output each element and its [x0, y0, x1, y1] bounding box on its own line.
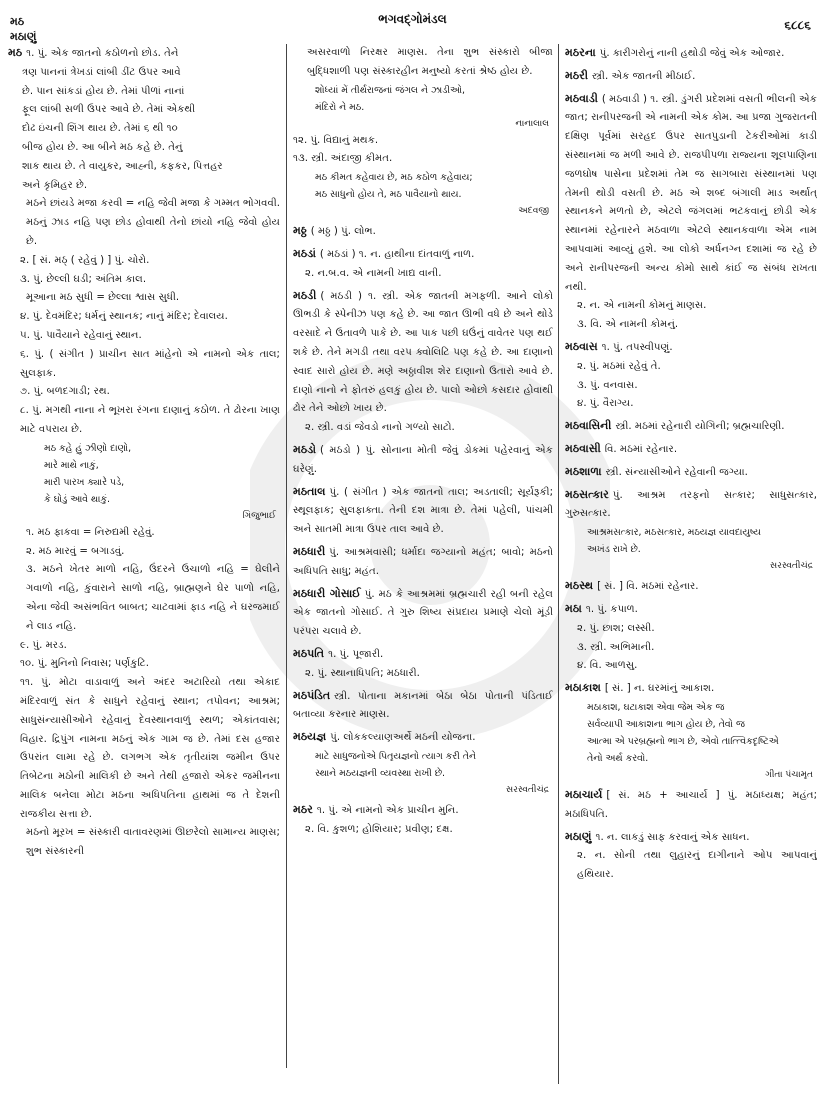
guide-word-last: મઠાણું — [10, 30, 37, 43]
definition: ૧. પું. કપાળ. — [585, 603, 638, 615]
dictionary-entry — [565, 577, 817, 597]
definition: [ સં. મઠ + આચાર્ય ] પું. મઠાધ્યક્ષ; મહંત; મઠાધિપતિ. — [565, 789, 817, 820]
column-1 — [8, 44, 280, 1104]
sense: ૨. પું. છાશ; લસ્સી. — [577, 622, 655, 634]
sense: ૧૩. સ્ત્રી. અંદાજી કીમત. — [293, 153, 393, 165]
idiom: મઠનો મૂરખ = સંસ્કારી વાતાવરણમાં ઊછરેલો સામાન્ય માણસ; શુભ સંસ્કારની — [26, 827, 280, 858]
dictionary-entry — [8, 44, 280, 862]
headword: મઠરના — [565, 46, 596, 59]
headword: મઠર — [293, 802, 313, 816]
dictionary-entry — [293, 687, 553, 726]
quote-line: મઠાકાશ, ઘટાકાશ એવા જેમ એક જ — [587, 701, 725, 713]
definition: સ્ત્રી. એક જાતની મીઠાઈ. — [592, 70, 696, 82]
quote-line: આત્મા એ પરબ્રહ્મનો ભાગ છે, એવો તાત્ત્વિકદૃષ્ટિએ — [587, 735, 779, 747]
sense: ૨. ન. એ નામની કોમનું માણસ. — [577, 300, 707, 312]
sense: ૪. પું. વૈરાગ્ય. — [577, 398, 634, 410]
column-3 — [565, 44, 817, 1104]
dictionary-entry — [293, 801, 553, 840]
dictionary-entry — [565, 67, 817, 87]
definition-line: છે. પાન સાંકડાં હોય છે. તેમાં પીળાં નાનાં — [22, 85, 185, 97]
headword: મઠડાં — [293, 246, 316, 260]
column-2 — [293, 44, 553, 1104]
quote-citation: ગીતા પંચામૃત — [765, 769, 813, 780]
dictionary-columns — [0, 44, 825, 1104]
definition-line: બીજ હોય છે. આ બીને મઠ કહે છે. તેનું — [22, 141, 183, 153]
definition: સ્ત્રી. પોતાના મકાનમાં બેઠા બેઠા પોતાની પંડિતાઈ બતાવ્યા કરનાર માણસ. — [293, 690, 553, 721]
quote-line: સ્થાને મઠયજ્ઞની વ્યવસ્થા રાખી છે. — [315, 767, 446, 779]
headword: મઠયજ્ઞ — [293, 730, 327, 744]
sense: ૯. પું. મરડ. — [20, 639, 67, 651]
definition: [ સં. ] વિ. મઠમાં રહેનાર. — [597, 581, 699, 593]
page-header — [0, 0, 825, 44]
dictionary-entry — [293, 543, 553, 582]
definition: સ્ત્રી. સંન્યાસીઓને રહેવાની જગ્યા. — [605, 466, 748, 478]
quote-line: મારી પારખ ક્યારે પડે, — [44, 476, 125, 488]
quote-line: મારે માથે નાકું, — [44, 459, 99, 471]
dictionary-entry — [565, 44, 817, 64]
dictionary-entry — [293, 728, 553, 798]
quote-line: સર્વવ્યાપી આકાશના ભાગ હોય છે, તેવો જ — [587, 718, 745, 730]
definition: ૧. પું. તપસ્વીપણું. — [601, 341, 673, 353]
definition-line: અને કૃમિહર છે. — [22, 179, 88, 191]
dictionary-entry — [565, 463, 817, 483]
dictionary-entry — [293, 645, 553, 684]
dictionary-entry — [293, 441, 553, 480]
headword: મઠસ્થ — [565, 579, 594, 593]
dictionary-entry — [565, 786, 817, 825]
quote-line: મંદિરો ને મઠ. — [315, 101, 365, 113]
sense: ૭. પું. બળદગાડી; રથ. — [20, 386, 110, 398]
quote-line: મઠ સાધુનો હોય તે, મઠ પાવૈયાનો થાય. — [315, 189, 462, 201]
definition-line: ફૂલ લાંબી સળી ઉપર આવે છે. તેમાં એકથી — [22, 104, 196, 116]
definition: ( મઠ્ઠ ) પું. લોભ. — [310, 226, 376, 238]
sense: ૧૧. પું. મોટા વાડાવાળું અને અંદર અટારિયો તથા એકાદ મંદિરવાળું સંત કે સાધુને રહેવાનું સ્થાન; તપોવન; આશ્રમ; સાધુસંન્યાસીઓને રહેવાનું દેવસ્થાનવાળું સ્થળ; એકાંતવાસ; વિહાર. દ્રિપુંગ નામના મઠનું એક ગામ જ છે. તેમાં દસ હજાર ઉપરાંત લામા રહે છે. લગભગ એક તૃતીયાંશ જમીન ઉપર તિબેટના મઠોની માલિકી છે અને તેથી હજારો એકર જમીનના માલિક બનેલા મોટા મઠના અધિપતિના હાથમાં જ તે દેશની રાજકીય સત્તા છે. — [20, 677, 280, 820]
sense: ૩. સ્ત્રી. અભિમાની. — [577, 641, 655, 653]
definition: પું. આશ્રમ તરફનો સત્કાર; સાધુસત્કાર, ગુરુસત્કાર. — [565, 489, 817, 520]
idiom: ૧. મઠ ફાકવા = નિરુદ્યમી રહેવું. — [26, 526, 155, 538]
dictionary-entry — [565, 440, 817, 460]
definition-line: ત્રણ પાનનાં ત્રેખડાં લાંબી ડીંટ ઉપર આવે — [22, 66, 181, 78]
quote-line: માટે સાધુજનોએ પિતૃયજ્ઞનો ત્યાગ કરી તેને — [315, 750, 476, 762]
headword: મઠસત્કાર — [565, 487, 609, 501]
dictionary-entry — [293, 245, 553, 284]
sense: ૨. [ સં. મઠ્ ( રહેવું ) ] પું. ચોરો. — [20, 254, 150, 266]
definition-line: શાક થાય છે. તે વાયુકર, આહ્ની, કફકર, પિત્તહર — [22, 160, 223, 172]
definition: પું. કારીગરોનું નાની હથોડી જેવું એક ઓજાર. — [599, 48, 785, 59]
headword: મઠ્ઠ — [293, 224, 307, 238]
quote-line: અખંડ રાખે છે. — [587, 544, 641, 556]
quote-citation: અદવજી — [518, 206, 549, 217]
sense: ૩. પું. વનવાસ. — [577, 379, 638, 391]
sense: ૬. પું. ( સંગીત ) પ્રાચીન સાત માંહેનો એ નામનો એક તાલ; સુલફાક. — [20, 348, 280, 379]
sense: ૨. પું. સ્થાનાધિપતિ; મઠધારી. — [305, 667, 420, 679]
headword: મઠધારી ગોસાઈ — [293, 586, 361, 600]
quote-line: મઠ કહે હું ઝીણો દાણો, — [44, 442, 132, 454]
dictionary-entry — [565, 417, 817, 437]
headword: મઠવાસ — [565, 339, 598, 353]
sense: ૩. વિ. એ નામની કોમનું. — [577, 319, 679, 331]
headword: મઠાચાર્ય — [565, 787, 603, 801]
idiom: ૨. મઠ મારવું = બગાડવું. — [26, 545, 125, 557]
running-title: ભગવદ્ગોમંડલ — [378, 12, 447, 26]
dictionary-entry — [565, 828, 817, 885]
headword: મઠા — [565, 601, 582, 615]
dictionary-entry — [565, 486, 817, 575]
definition-line: દોઢ ઇંચની શિંગ થાય છે. તેમાં ૬ થી ૧૦ — [22, 123, 178, 135]
definition: સ્ત્રી. મઠમાં રહેનારી યોગિની; બ્રહ્મચારિણી. — [615, 421, 785, 433]
quote-citation: સરસ્વતીચંદ્ર — [505, 784, 549, 795]
dictionary-entry — [293, 287, 553, 438]
quote-line: શોધ્યાં મેં તીર્થરાજનાં જંગલ ને ઝાડીઓ, — [315, 84, 465, 96]
sense: ૪. પું. દેવમંદિર; ધર્મનું સ્થાનક; નાનું મંદિર; દેવાલય. — [20, 311, 228, 323]
dictionary-entry — [565, 679, 817, 783]
dictionary-entry — [565, 90, 817, 335]
quote-line: આશ્રમસત્કાર, મઠસત્કાર, મઠયજ્ઞ યાવદાયુષ્ય — [587, 527, 761, 539]
sense: ૫. પું. પાવૈયાને રહેવાનું સ્થાન. — [20, 329, 142, 341]
definition: ( મઠડાં ) ૧. ન. હાથીના દાંતવાળું નાળ. — [319, 248, 475, 260]
sense: ૨. ન.બ.વ. એ નામની ખાદ્ય વાની. — [305, 267, 442, 279]
definition: પું. મઠ કે આશ્રમમાં બ્રહ્મચારી રહી બની રહેલ એક જાતનો ગોસાઈ. તે ગુરુ શિષ્ય સંપ્રદાય પ્રમાણે ચેલો મૂંડી પરંપરા ચલાવે છે. — [293, 588, 553, 638]
quote-citation: નાનાલાલ — [515, 118, 549, 129]
guide-word-first: મઠ — [10, 15, 25, 28]
idiom: મૂઆના મઠ સુધી = છેલ્લા શ્વાસ સુધી. — [26, 292, 180, 304]
headword: મઠાકાશ — [565, 681, 601, 695]
definition: ( મઠડી ) ૧. સ્ત્રી. એક જાતની મગફળી. આને લોકો ઊભડી કે સ્પેનીઝ પણ કહે છે. આ જાત ઊભી વધે છે અને થોડે વરસાદે ને ઉતાવળે પાકે છે. આ પાક પછી ઘઉંનું વાવેતર પણ થઈ શકે છે. તેને મગડી તથા વરપ ક્વોલિટિ પણ કહે છે. આ દાણાનો સ્વાદ સારો હોય છે. મણે અઠ્ઠાવીશ શેર દાણાનો ઉતારો આવે છે. દાણો નાનો ને ફોતરું હલકું હોય છે. પાલો ઓછો કસદાર હોવાથી ઢોર તેને ઓછો ખાય છે. — [293, 290, 553, 415]
quote-line: મઠ કીમત કહેવાય છે, મઠ કઠોળ કહેવાય; — [315, 172, 473, 184]
headword: મઠવાસી — [565, 441, 601, 455]
dictionary-entry — [293, 585, 553, 642]
quote-line: કે ઘોડું આવે થાકું. — [44, 493, 111, 505]
headword: મઠવાસિની — [565, 419, 612, 433]
sense: ૨. સ્ત્રી. વડાં જેવડો નાનો ગળ્યો સાટો. — [305, 422, 455, 434]
headword: મઠપતિ — [293, 646, 325, 660]
headword: મઠડો — [293, 442, 316, 456]
definition: પું. લોકકલ્યાણઅર્થે મઠની યોજના. — [330, 732, 476, 744]
sense: ૮. પું. મગથી નાના ને ભૂખરા રંગના દાણાનું કઠોળ. તે ઢોરના ખાણ માટે વપરાય છે. — [20, 405, 280, 435]
sense: ૩. પું. છેલ્લી ઘડી; અંતિમ કાલ. — [20, 273, 147, 285]
definition: ૧. ન. લાકડું સાફ કરવાનું એક સાધન. — [595, 831, 750, 843]
definition: [ સં. ] ન. ઘરમાંનું આકાશ. — [604, 683, 715, 695]
dictionary-entry — [293, 222, 553, 242]
continuation-text — [293, 44, 553, 219]
sense: ૨. વિ. કુશળ; હોશિયાર; પ્રવીણ; દક્ષ. — [305, 823, 453, 835]
definition: પું. આશ્રમવાસી; ધર્માદા જગ્યાનો મહંત; બાવો; મઠનો અધિપતિ સાધુ; મહંત. — [293, 546, 553, 577]
headword: મઠપંડિત — [293, 688, 331, 702]
definition-line: અસરવાળો નિરક્ષર માણસ. તેના શુભ સંસ્કારો બીજા બુદ્ધિશાળી પણ સંસ્કારહીન મનુષ્યો કરતાં શ્રેષ્ઠ હોય છે. — [307, 47, 553, 77]
sense: ૨. ન. સોની તથા લુહારનું દાગીનાને ઓપ આપવાનું હથિયાર. — [577, 850, 817, 881]
definition: ( મઠડો ) પું. સોનાના મોતી જેવું ડોકમાં પહેરવાનું એક ઘરેણું. — [293, 444, 553, 475]
idiom: મઠને છાંયડે મજા કરવી = નહિ જેવી મજા કે ગમ્મત ભોગવવી. મઠનું ઝાડ નહિ પણ છોડ હોવાથી તેનો છાંયો નહિ જેવો હોય છે. — [26, 198, 280, 247]
quote-line: તેનો અર્થ કરવો. — [587, 752, 649, 764]
definition-line: ૧. પું. એક જાતનો કઠોળનો છોડ. તેને — [26, 48, 179, 59]
dictionary-entry — [565, 338, 817, 414]
sense: ૧૨. પું. વિદ્યાનું મથક. — [293, 134, 379, 146]
headword: મઠવાડી — [565, 91, 598, 105]
headword: મઠડી — [293, 288, 317, 302]
definition: વિ. મઠમાં રહેનાર. — [604, 443, 678, 455]
definition: ૧. પું. એ નામનો એક પ્રાચીન મુનિ. — [316, 804, 459, 816]
headword: મઠતાલ — [293, 484, 326, 498]
sense: ૪. વિ. આળસુ. — [577, 660, 638, 672]
headword: મઠધારી — [293, 544, 326, 558]
headword: મઠરી — [565, 68, 589, 82]
quote-citation: સરસ્વતીચંદ્ર — [769, 561, 813, 572]
headword: મઠશાળા — [565, 464, 602, 478]
sense: ૧૦. પું. મુનિનો નિવાસ; પર્ણકુટિ. — [20, 658, 149, 670]
quote-citation: ગિજુભાઈ — [242, 510, 276, 521]
headword: મઠાણું — [565, 829, 592, 843]
idiom: ૩. મઠને ખેતર માળો નહિ, ઉંદરને ઉચાળો નહિ = ઘેલીને ગવાળો નહિ, કુંવારાને સાળો નહિ, બ્રાહ્મણને ઘેર પાળો નહિ, એના જેવી અસંભવિત બાબત; ચાટવામાં ફાડ નહિ ને ઘરજમાઈ ને લાડ નહિ. — [26, 564, 280, 632]
dictionary-entry — [293, 483, 553, 540]
definition: પું. ( સંગીત ) એક જાતનો તાલ; અડતાલી; સૂર્યરૂકી; સ્થૂલફાક; સુલફાક્તા. તેની દશ માત્રા છે. તેમાં પહેલી, પાંચમી અને સાતમી માત્રા ઉપર તાલ આવે છે. — [293, 486, 553, 536]
definition: ( મઠવાડી ) ૧. સ્ત્રી. ડુંગરી પ્રદેશમાં વસતી ભીલની એક જાત; રાનીપરજની એ નામની એક કોમ. આ પ્રજા ગુજરાતની દક્ષિણ પૂર્વમાં સરહદ ઉપર સાતપુડાની ટેકરીઓમાં કાડી સંસ્થાનમાં જ મળી આવે છે. રાજપીપળા રાજ્યના શૂલપાણિના જળઘોષ પાસેના પ્રદેશમાં તેમ જ સાગબારા સંસ્થાનમાં પણ તેમની થોડી વસતી છે. મઠ એ શબ્દ બંગાલી માડ અર્થાત્ સ્થાનકને મળતો છે, એટલે જંગલમાં ભટકવાનું છોડી એક સ્થાનમાં રહેનારને મઠવાળા એટલે સ્થાનકવાળા એમ નામ આપવામાં આવ્યું હશે. આ લોકો અર્ધનગ્ન દશામાં જ રહે છે અને રાનીપરજની અન્ય કોમો સાથે કાંઈ જ સંબંધ રાખતા નથી. — [565, 93, 817, 293]
dictionary-entry — [565, 600, 817, 676]
definition: ૧. પું. પૂજારી. — [328, 648, 384, 660]
sense: ૨. પું. મઠમાં રહેવું તે. — [577, 360, 661, 372]
page-number: ૬૮૮૬ — [784, 18, 811, 32]
headword: મઠ — [8, 46, 23, 59]
